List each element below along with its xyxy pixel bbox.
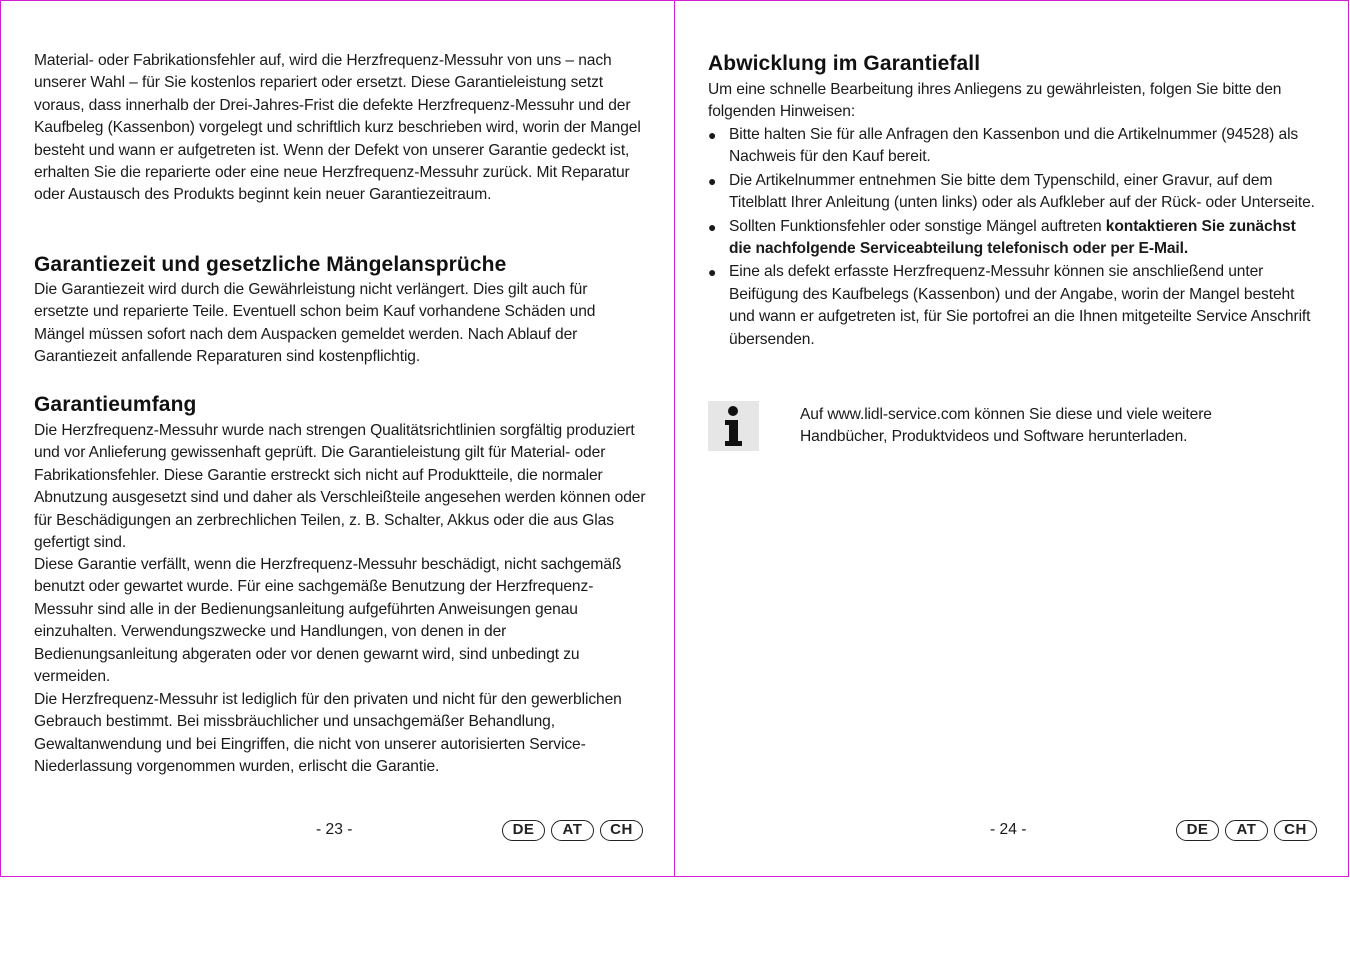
- list-item-text: Eine als defekt erfasste Herzfrequenz-Messuhr können sie anschließend unter Beifügung des Kaufbelegs (Kassenbon) und der Angabe, worin der Mangel besteht und wann er aufgetreten ist, für Sie portofrei an die Ihnen mitgeteilte Service Anschrift übersenden.: [729, 263, 1311, 348]
- country-badge-ch: CH: [1274, 820, 1317, 841]
- paragraph-garantieumfang-2: Diese Garantie verfällt, wenn die Herzfrequenz-Messuhr beschädigt, nicht sachgemäß benutzt oder gewartet wurde. Für eine sachgemäße Benutzung der Herzfrequenz-Messuhr sind alle in der Bedienungsanleitung aufgeführten Anweisungen genau einzuhalten. Verwendungszwecke und Handlungen, von denen in der Bedienungsanleitung abgeraten oder vor denen gewarnt wird, sind unbedingt zu vermeiden.: [34, 556, 622, 686]
- info-text: Auf www.lidl-service.com können Sie diese und viele weitere Handbücher, Produktvideos und Software herunterladen.: [800, 406, 1212, 446]
- list-item-text: Bitte halten Sie für alle Anfragen den Kassenbon und die Artikelnummer (94528) als Nachweis für den Kauf bereit.: [729, 126, 1299, 166]
- info-icon: [708, 401, 759, 451]
- bullet-icon: ●: [708, 264, 717, 281]
- heading-garantieumfang: Garantieumfang: [34, 393, 197, 416]
- list-item: [708, 124, 1320, 169]
- paragraph-intro: Um eine schnelle Bearbeitung ihres Anliegens zu gewährleisten, folgen Sie bitte den folgenden Hinweisen:: [708, 81, 1282, 121]
- country-badge-de: DE: [502, 820, 545, 841]
- page-number: - 24 -: [990, 821, 1027, 838]
- instruction-list: [708, 124, 1320, 352]
- page-number: - 23 -: [316, 821, 353, 838]
- list-item-text: Die Artikelnummer entnehmen Sie bitte dem Typenschild, einer Gravur, auf dem Titelblatt Ihrer Anleitung (unten links) oder als Aufkleber auf der Rück- oder Unterseite.: [729, 171, 1315, 212]
- country-badge-at: AT: [1225, 820, 1268, 841]
- bullet-icon: ●: [708, 127, 717, 143]
- bullet-icon: ●: [708, 218, 717, 235]
- list-item: [708, 261, 1320, 351]
- paragraph-garantieumfang-3: Die Herzfrequenz-Messuhr ist lediglich für den privaten und nicht für den gewerblichen Gebrauch bestimmt. Bei missbräuchlicher und unsachgemäßer Behandlung, Gewaltanwendung und bei Eingriffen, die nicht von unserer autorisierten Service-Niederlassung vorgenommen wurden, erlischt die Garantie.: [34, 691, 622, 776]
- right-page: [708, 0, 1320, 876]
- paragraph-garantiezeit: Die Garantiezeit wird durch die Gewährleistung nicht verlängert. Dies gilt auch für ersetzte und reparierte Teile. Eventuell schon beim Kauf vorhandene Schäden und Mängel müssen sofort nach dem Auspacken gemeldet werden. Nach Ablauf der Garantiezeit anfallende Reparaturen sind kostenpflichtig.: [34, 281, 596, 366]
- page-border-right: [1348, 0, 1349, 877]
- list-item: [708, 216, 1320, 261]
- list-item-bold-text: kontaktieren Sie zunächst die nachfolgende Serviceabteilung telefonisch oder per E-Mail.: [729, 217, 1296, 258]
- page-border-left: [0, 0, 1, 877]
- paragraph-garantieumfang-1: Die Herzfrequenz-Messuhr wurde nach strengen Qualitätsrichtlinien sorgfältig produziert und vor Anlieferung gewissenhaft geprüft. Die Garantieleistung gilt für Material- oder Fabrikationsfehler. Diese Garantie erstreckt sich nicht auf Produktteile, die normaler Abnutzung ausgesetzt sind und daher als Verschleißteile angesehen werden können oder für Beschädigungen an zerbrechlichen Teilen, z. B. Schalter, Akkus oder die aus Glas gefertigt sind.: [34, 422, 646, 552]
- list-item-text: Sollten Funktionsfehler oder sonstige Mängel auftreten: [729, 217, 1106, 235]
- page-divider: [674, 0, 675, 877]
- list-item: [708, 170, 1320, 215]
- country-badge-de: DE: [1176, 820, 1219, 841]
- country-badge-at: AT: [551, 820, 594, 841]
- left-page: [34, 0, 646, 876]
- country-badges: [1176, 820, 1317, 841]
- country-badge-ch: CH: [600, 820, 643, 841]
- heading-abwicklung: Abwicklung im Garantiefall: [708, 52, 981, 75]
- paragraph-warranty-repair: Material- oder Fabrikationsfehler auf, wird die Herzfrequenz-Messuhr von uns – nach unserer Wahl – für Sie kostenlos repariert oder ersetzt. Diese Garantieleistung setzt voraus, dass innerhalb der Drei-Jahres-Frist die defekte Herzfrequenz-Messuhr und der Kaufbeleg (Kassenbon) vorgelegt und schriftlich kurz beschrieben wird, worin der Mangel besteht und wann er aufgetreten ist. Wenn der Defekt von unserer Garantie gedeckt ist, erhalten Sie die reparierte oder eine neue Herzfrequenz-Messuhr zurück. Mit Reparatur oder Austausch des Produkts beginnt kein neuer Garantiezeitraum.: [34, 52, 641, 204]
- country-badges: [502, 820, 643, 841]
- bullet-icon: ●: [708, 172, 717, 189]
- heading-garantiezeit: Garantiezeit und gesetzliche Mängelansprüche: [34, 253, 507, 276]
